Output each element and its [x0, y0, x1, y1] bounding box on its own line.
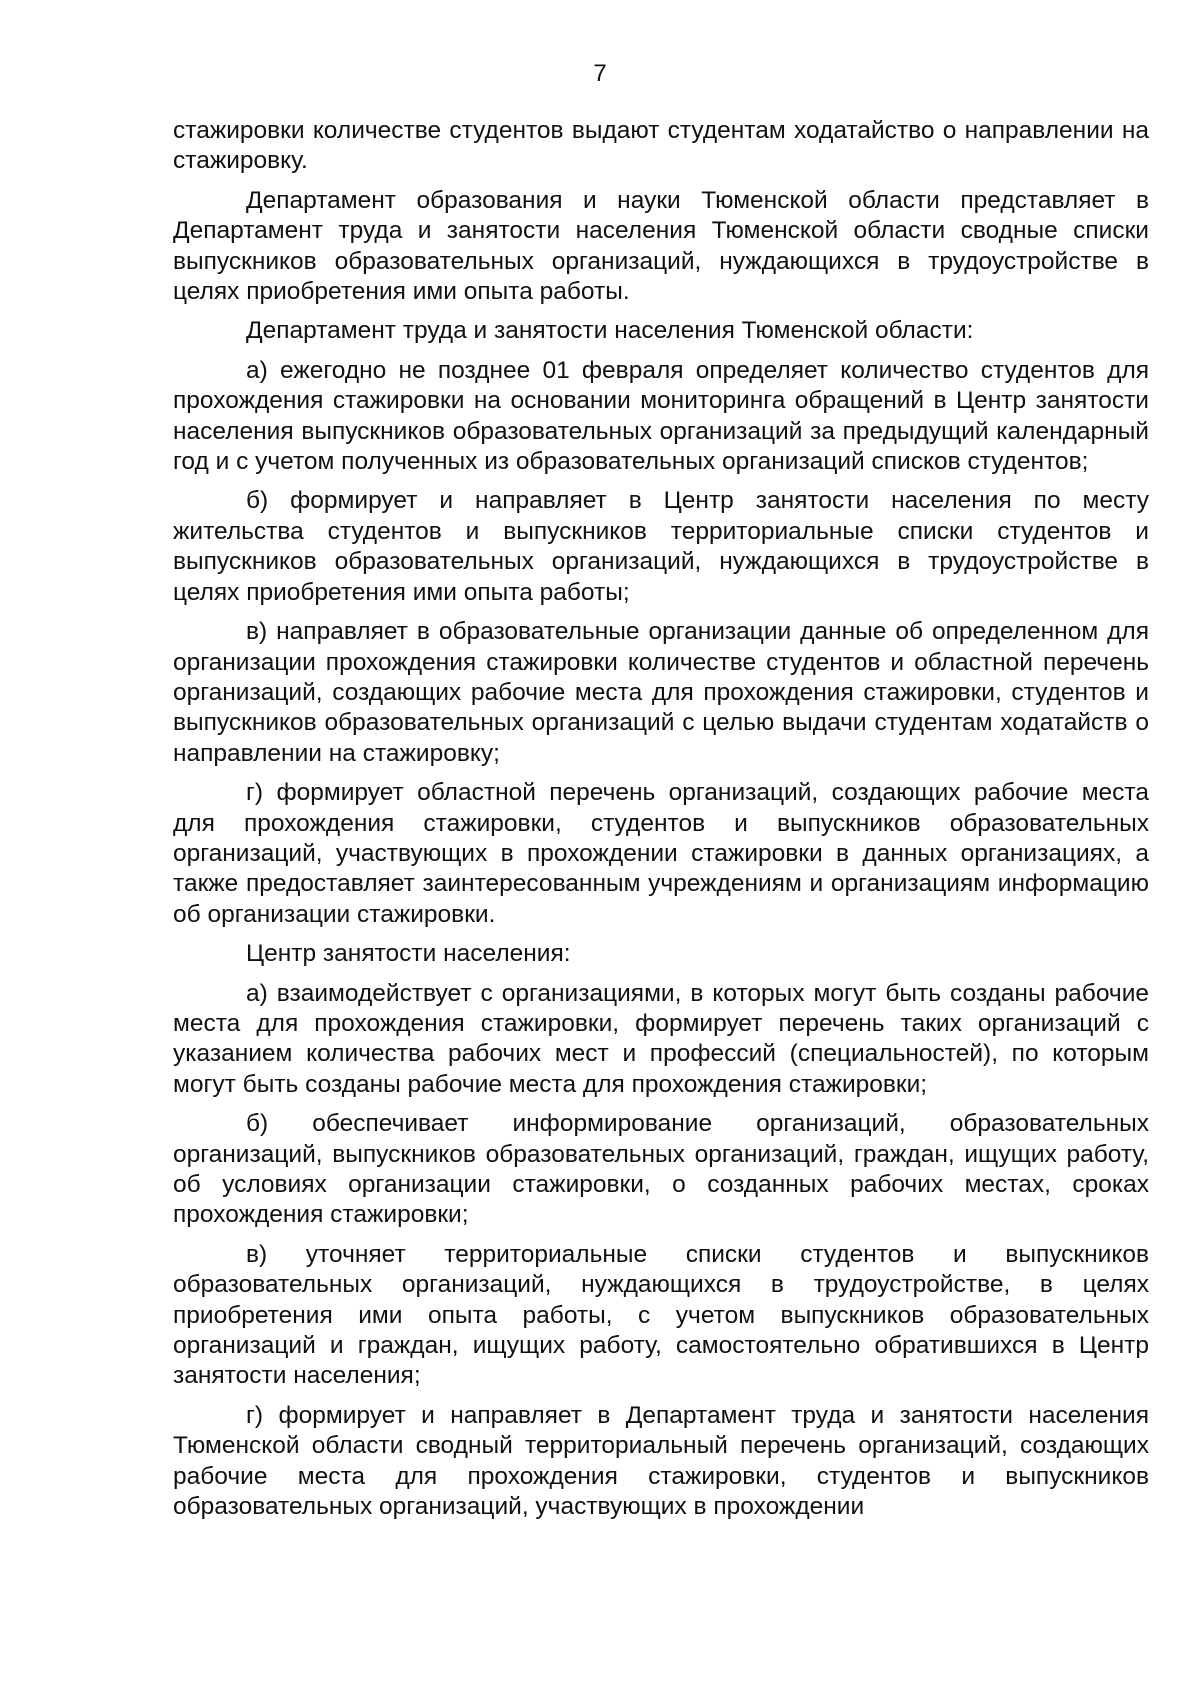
- page-number: 7: [593, 60, 607, 87]
- paragraph: а) взаимодействует с организациями, в которых могут быть созданы рабочие места для прохождения стажировки, формирует перечень таких организаций с указанием количества рабочих мест и профессий (специальностей), по которым могут быть созданы рабочие места для прохождения стажировки;: [173, 979, 1149, 1098]
- paragraph: г) формирует областной перечень организаций, создающих рабочие места для прохождения стажировки, студентов и выпускников образовательных организаций, участвующих в прохождении стажировки в данных организациях, а также предоставляет заинтересованным учреждениям и организациям информацию об организации стажировки.: [173, 779, 1149, 928]
- paragraph: б) обеспечивает информирование организаций, образовательных организаций, выпускников образовательных организаций, граждан, ищущих работу, об условиях организации стажировки, о созданных рабочих местах, сроках прохождения стажировки;: [173, 1110, 1149, 1229]
- paragraph: в) уточняет территориальные списки студентов и выпускников образовательных организаций, нуждающихся в трудоустройстве, в целях приобретения ими опыта работы, с учетом выпускников образовательных организаций и граждан, ищущих работу, самостоятельно обратившихся в Центр занятости населения;: [173, 1240, 1149, 1390]
- document-body: [173, 116, 1149, 1531]
- paragraph: г) формирует и направляет в Департамент труда и занятости населения Тюменской области сводный территориальный перечень организаций, создающих рабочие места для прохождения стажировки, студентов и выпускников образовательных организаций, участвующих в прохождении: [173, 1401, 1149, 1521]
- paragraph: Департамент труда и занятости населения Тюменской области:: [246, 317, 974, 345]
- paragraph: б) формирует и направляет в Центр занятости населения по месту жительства студентов и выпускников территориальные списки студентов и выпускников образовательных организаций, нуждающихся в трудоустройстве в целях приобретения ими опыта работы;: [173, 487, 1149, 606]
- paragraph: Департамент образования и науки Тюменской области представляет в Департамент труда и занятости населения Тюменской области сводные списки выпускников образовательных организаций, нуждающихся в трудоустройстве в целях приобретения ими опыта работы.: [173, 186, 1149, 306]
- paragraph: в) направляет в образовательные организации данные об определенном для организации прохождения стажировки количестве студентов и областной перечень организаций, создающих рабочие места для прохождения стажировки, студентов и выпускников образовательных организаций с целью выдачи студентам ходатайств о направлении на стажировку;: [173, 618, 1149, 767]
- paragraph: а) ежегодно не позднее 01 февраля определяет количество студентов для прохождения стажировки на основании мониторинга обращений в Центр занятости населения выпускников образовательных организаций за предыдущий календарный год и с учетом полученных из образовательных организаций списков студентов;: [173, 356, 1149, 476]
- paragraph: Центр занятости населения:: [246, 940, 571, 968]
- paragraph: стажировки количестве студентов выдают студентам ходатайство о направлении на стажировку.: [173, 117, 1149, 175]
